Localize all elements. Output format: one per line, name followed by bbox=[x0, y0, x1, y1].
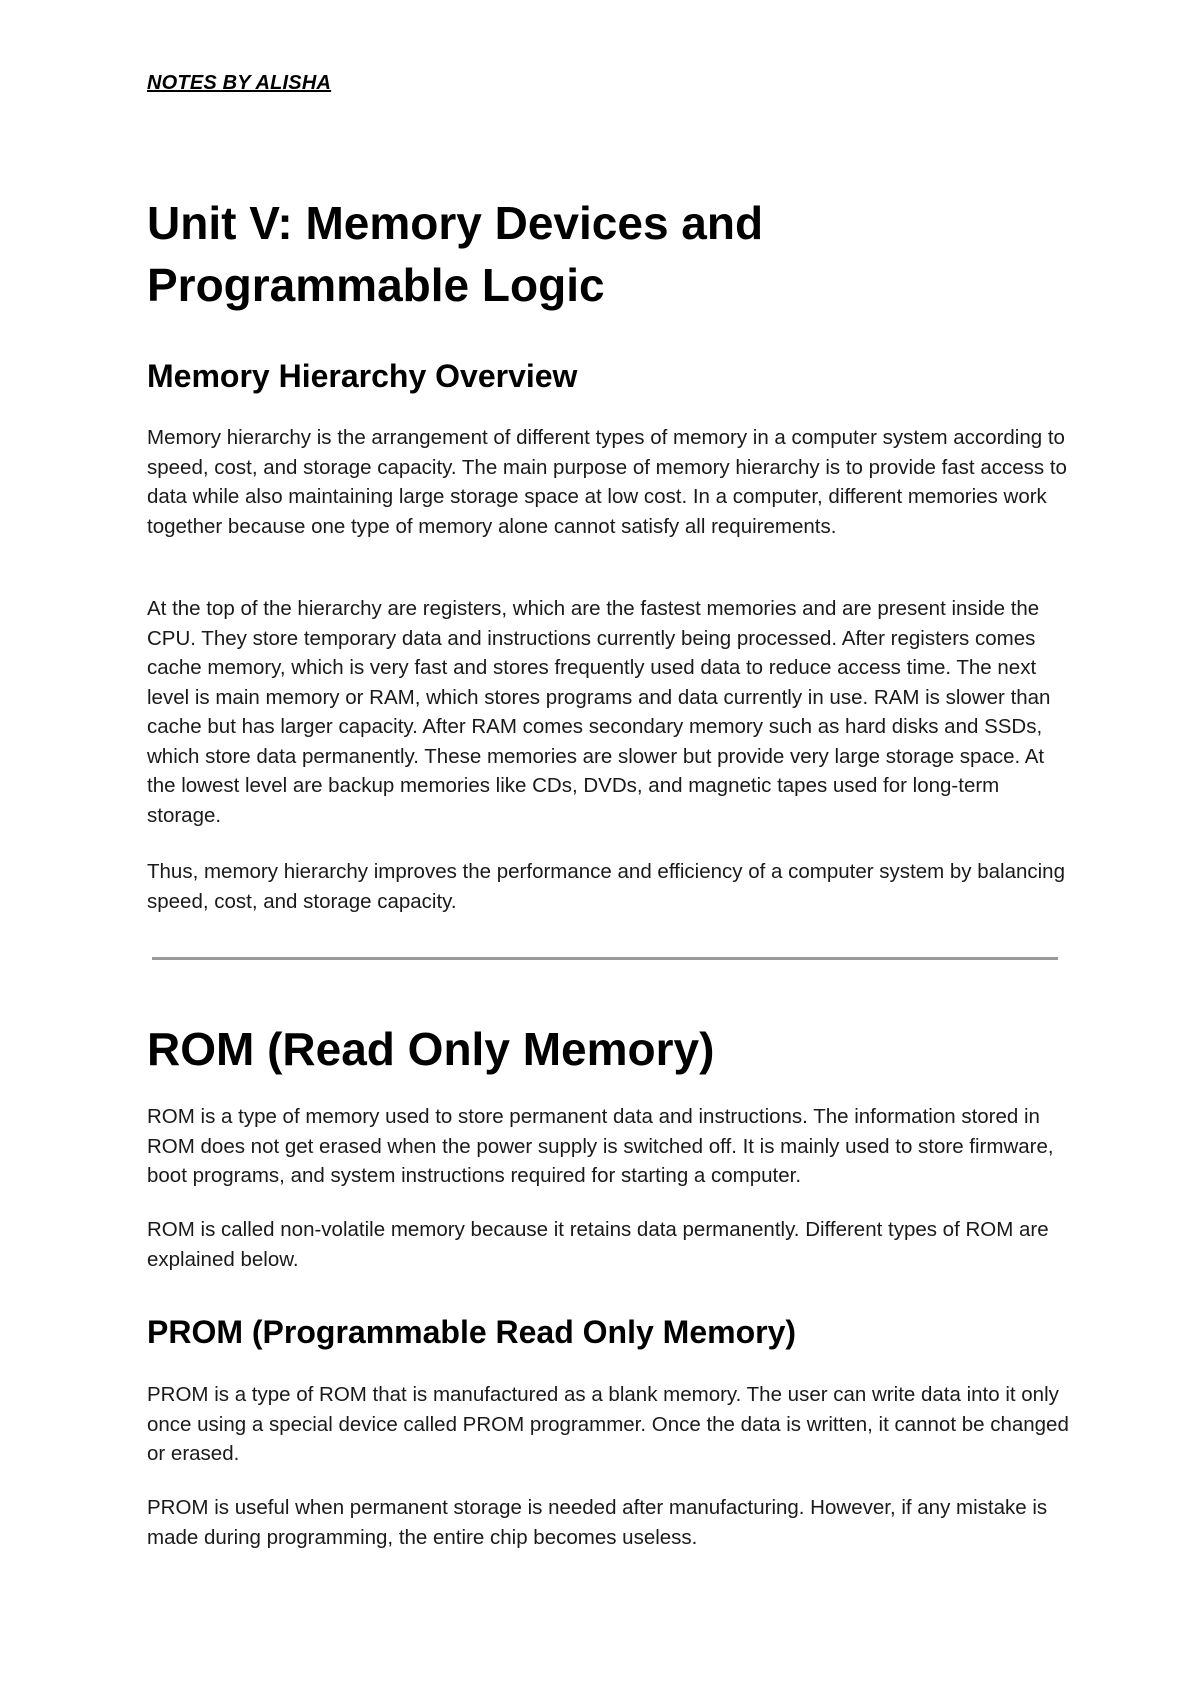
page-title-line-1: Unit V: Memory Devices and bbox=[147, 197, 764, 249]
rom-paragraph-1: ROM is a type of memory used to store permanent data and instructions. The information stored in ROM does not get erased when the power supply is switched off. It is mainly used to store firmware, boot programs, and system instructions required for starting a computer. bbox=[147, 1105, 1054, 1187]
prom-paragraph-1: PROM is a type of ROM that is manufactured as a blank memory. The user can write data into it only once using a special device called PROM programmer. Once the data is written, it cannot be changed or erased. bbox=[147, 1383, 1069, 1465]
prom-paragraph-2: PROM is useful when permanent storage is needed after manufacturing. However, if any mistake is made during programming, the entire chip becomes useless. bbox=[147, 1496, 1048, 1549]
memory-hierarchy-paragraph-1: Memory hierarchy is the arrangement of different types of memory in a computer system according to speed, cost, and storage capacity. The main purpose of memory hierarchy is to provide fast access to data while also maintaining large storage space at low cost. In a computer, different memories work together because one type of memory alone cannot satisfy all requirements. bbox=[147, 426, 1067, 538]
memory-hierarchy-heading: Memory Hierarchy Overview bbox=[147, 358, 578, 394]
page-title-line-2: Programmable Logic bbox=[147, 259, 605, 311]
prom-heading: PROM (Programmable Read Only Memory) bbox=[147, 1314, 797, 1350]
section-divider bbox=[152, 957, 1058, 960]
rom-heading: ROM (Read Only Memory) bbox=[147, 1023, 715, 1075]
memory-hierarchy-paragraph-2: At the top of the hierarchy are registers, which are the fastest memories and are present inside the CPU. They store temporary data and instructions currently being processed. After registers comes cache memory, which is very fast and stores frequently used data to reduce access time. The next level is main memory or RAM, which stores programs and data currently in use. RAM is slower than cache but has larger capacity. After RAM comes secondary memory such as hard disks and SSDs, which store data permanently. These memories are slower but provide very large storage space. At the lowest level are backup memories like CDs, DVDs, and magnetic tapes used for long-term storage. bbox=[147, 597, 1051, 827]
rom-paragraph-2: ROM is called non-volatile memory because it retains data permanently. Different types of ROM are explained below. bbox=[147, 1218, 1049, 1271]
header-note: NOTES BY ALISHA bbox=[147, 72, 332, 94]
memory-hierarchy-paragraph-3: Thus, memory hierarchy improves the performance and efficiency of a computer system by balancing speed, cost, and storage capacity. bbox=[147, 860, 1065, 913]
